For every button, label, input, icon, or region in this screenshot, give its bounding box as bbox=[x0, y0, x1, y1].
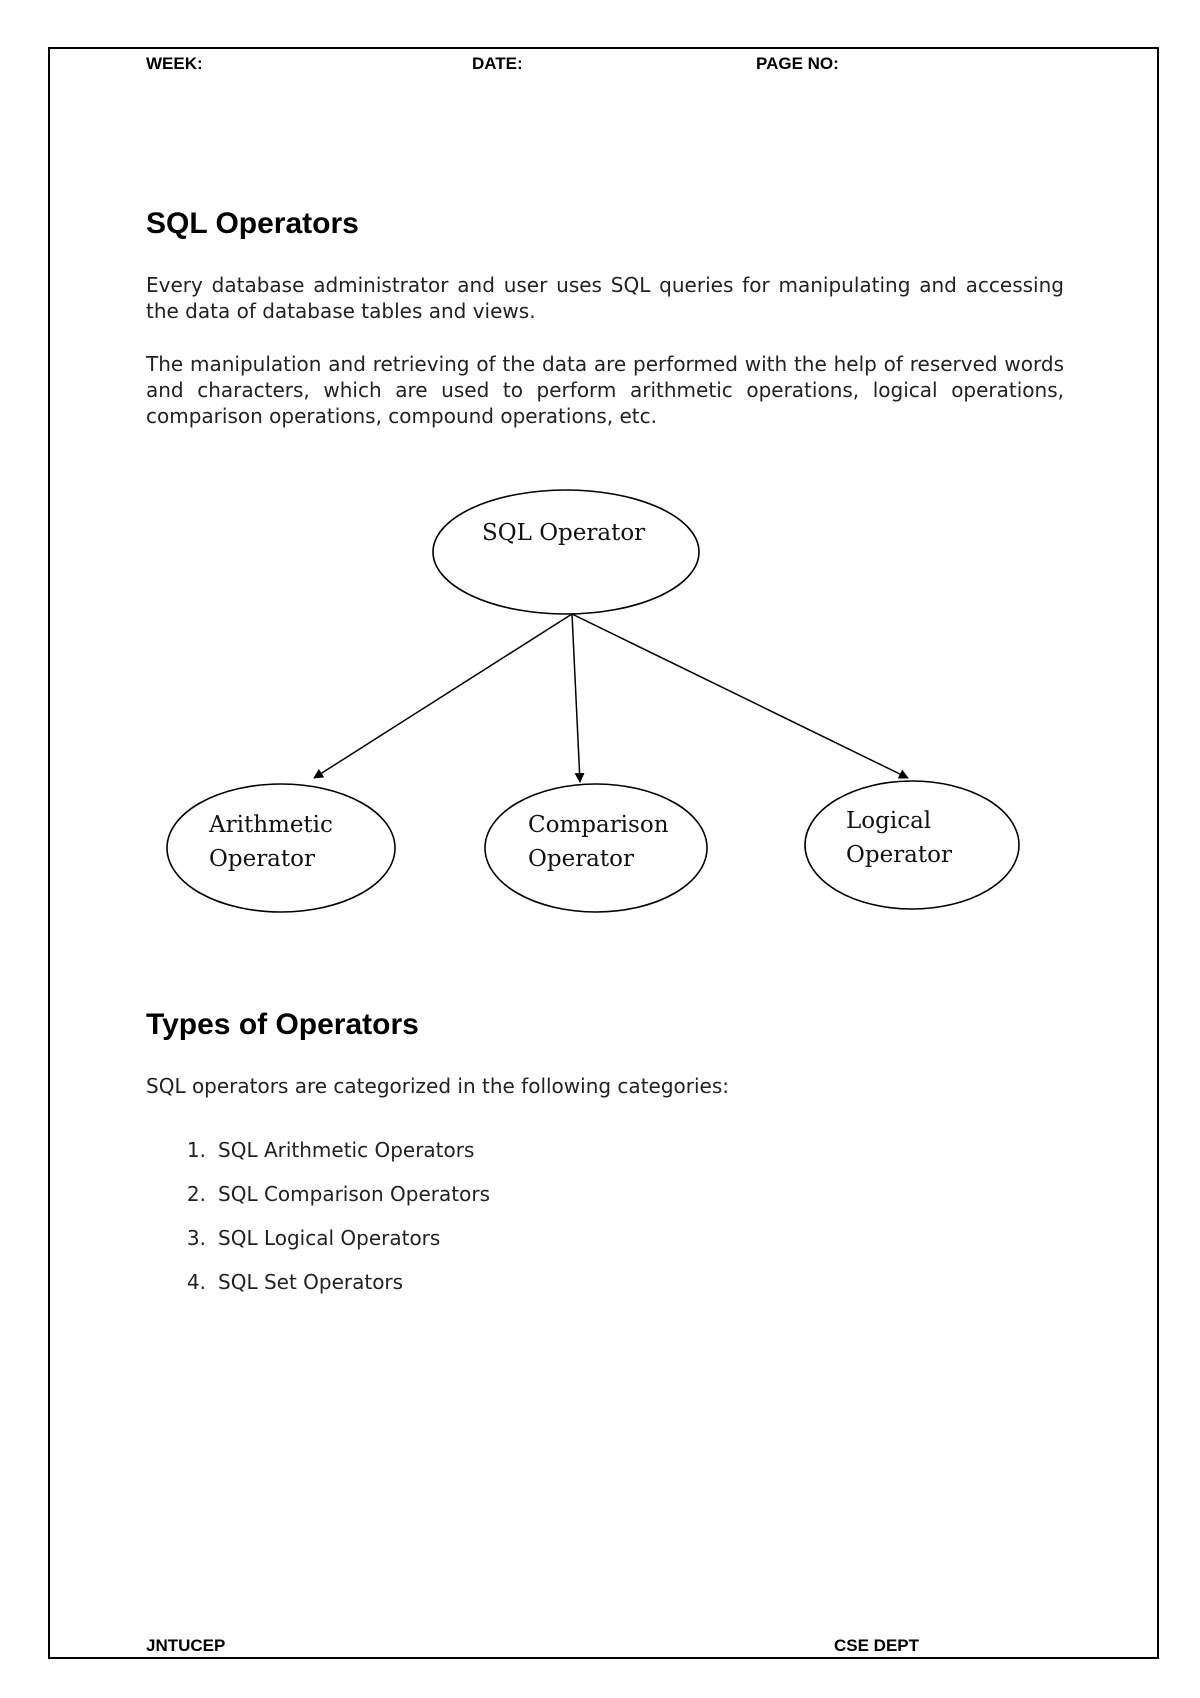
list-item bbox=[146, 1262, 490, 1306]
comparison-node-label-line1: Comparison bbox=[528, 812, 669, 838]
intro-paragraph-1: Every database administrator and user uses SQL queries for manipulating and accessing the data of database tables and views. bbox=[146, 273, 1064, 323]
list-item bbox=[146, 1174, 490, 1218]
operator-types-list bbox=[146, 1130, 490, 1306]
types-intro: SQL operators are categorized in the following categories: bbox=[146, 1074, 730, 1098]
section-title-sql-operators: SQL Operators bbox=[146, 207, 359, 240]
logical-node-label-line1: Logical bbox=[846, 808, 932, 834]
footer-left: JNTUCEP bbox=[146, 1636, 226, 1655]
section-title-types-of-operators: Types of Operators bbox=[146, 1008, 419, 1041]
header-page-no: PAGE NO: bbox=[756, 54, 839, 73]
list-text: SQL Logical Operators bbox=[218, 1226, 441, 1250]
list-number: 4. bbox=[186, 1270, 206, 1294]
arrow-to-comparison bbox=[572, 614, 580, 782]
arithmetic-node-label-line2: Operator bbox=[209, 846, 315, 872]
list-item bbox=[146, 1130, 490, 1174]
list-text: SQL Arithmetic Operators bbox=[218, 1138, 475, 1162]
footer-right: CSE DEPT bbox=[834, 1636, 920, 1655]
list-number: 1. bbox=[186, 1138, 206, 1162]
list-number: 3. bbox=[186, 1226, 206, 1250]
root-node-label: SQL Operator bbox=[482, 520, 646, 546]
list-text: SQL Set Operators bbox=[218, 1270, 404, 1294]
comparison-node-label-line2: Operator bbox=[528, 846, 634, 872]
list-number: 2. bbox=[186, 1182, 206, 1206]
root-node-ellipse bbox=[433, 490, 699, 614]
header-date: DATE: bbox=[472, 54, 523, 73]
arrow-to-logical bbox=[572, 614, 908, 778]
list-text: SQL Comparison Operators bbox=[218, 1182, 490, 1206]
arrow-to-arithmetic bbox=[314, 614, 572, 778]
list-item bbox=[146, 1218, 490, 1262]
arithmetic-node-label-line1: Arithmetic bbox=[209, 812, 333, 838]
logical-node-label-line2: Operator bbox=[846, 842, 952, 868]
intro-paragraph-2: The manipulation and retrieving of the data are performed with the help of reserved words and characters, which are used to perform arithmetic operations, logical operations, comparison operations, compound operations, etc. bbox=[146, 352, 1064, 428]
header-week: WEEK: bbox=[146, 54, 203, 73]
